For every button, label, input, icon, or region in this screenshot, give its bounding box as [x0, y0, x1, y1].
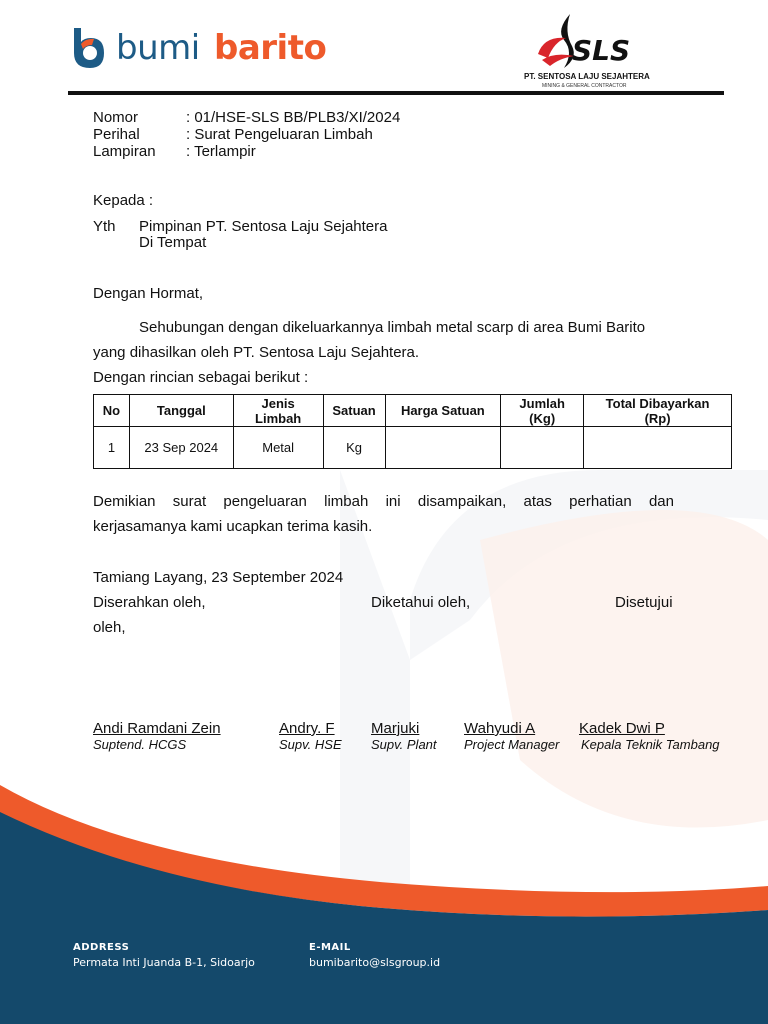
meta-value: : Terlampir — [186, 143, 256, 160]
table-cell: 23 Sep 2024 — [129, 427, 233, 469]
table-cell: Metal — [233, 427, 323, 469]
table-cell — [385, 427, 501, 469]
meta-row-nomor — [93, 109, 400, 126]
diserahkan-label: Diserahkan oleh, — [93, 594, 206, 611]
signatory-name: Andry. F — [279, 720, 335, 737]
table-cell: Kg — [323, 427, 385, 469]
meta-value: : 01/HSE-SLS BB/PLB3/XI/2024 — [186, 109, 401, 126]
meta-row-perihal — [93, 126, 400, 143]
signatory-name: Kadek Dwi P — [579, 720, 665, 737]
meta-value: : Surat Pengeluaran Limbah — [186, 126, 373, 143]
sls-logo — [520, 10, 670, 92]
footer-address-label: ADDRESS — [73, 942, 130, 953]
paragraph-1-line-2: yang dihasilkan oleh PT. Sentosa Laju Sejahtera. — [93, 344, 420, 361]
sls-wordmark: SLS — [572, 34, 631, 67]
column-header: Total Dibayarkan (Rp) — [584, 395, 732, 427]
signatory-title: Suptend. HCGS — [93, 737, 187, 752]
recipient-line1: Pimpinan PT. Sentosa Laju Sejahtera — [139, 218, 388, 235]
place-date: Tamiang Layang, 23 September 2024 — [93, 569, 344, 586]
closing-line-1: Demikian surat pengeluaran limbah ini disampaikan, atas perhatian dan — [93, 493, 674, 510]
recipient-line2: Di Tempat — [139, 234, 207, 251]
signatory-name: Andi Ramdani Zein — [93, 720, 221, 737]
table-cell — [584, 427, 732, 469]
detail-intro: Dengan rincian sebagai berikut : — [93, 369, 309, 386]
signatory-title: Kepala Teknik Tambang — [581, 737, 720, 752]
header-rule — [68, 91, 724, 95]
signatory-title: Supv. Plant — [371, 737, 437, 752]
column-header: No — [94, 395, 130, 427]
bumibarito-b-icon — [70, 26, 108, 70]
table-cell — [501, 427, 584, 469]
signatory-name: Wahyudi A — [464, 720, 536, 737]
signatory-title: Project Manager — [464, 737, 560, 752]
column-header: Jenis Limbah — [233, 395, 323, 427]
brand-barito: barito — [214, 28, 327, 68]
footer-email-value[interactable]: bumibarito@slsgroup.id — [309, 956, 441, 969]
brand-bumi: bumi — [116, 28, 200, 68]
meta-key: Lampiran — [93, 143, 156, 160]
sls-tagline: MINING & GENERAL CONTRACTOR — [542, 83, 627, 89]
column-header: Harga Satuan — [385, 395, 501, 427]
letter-meta — [93, 109, 400, 160]
footer-address-value: Permata Inti Juanda B-1, Sidoarjo — [73, 956, 255, 969]
signatory-title: Supv. HSE — [279, 737, 342, 752]
footer-email-label: E-MAIL — [309, 942, 351, 953]
table-row — [94, 427, 732, 469]
oleh-label: oleh, — [93, 619, 126, 636]
closing-line-2: kerjasamanya kami ucapkan terima kasih. — [93, 518, 373, 535]
column-header: Tanggal — [129, 395, 233, 427]
table-header-row — [94, 395, 732, 427]
disetujui-label: Disetujui — [615, 594, 673, 611]
table-cell: 1 — [94, 427, 130, 469]
meta-key: Nomor — [93, 109, 139, 126]
paragraph-1-line-1: Sehubungan dengan dikeluarkannya limbah metal scarp di area Bumi Barito — [139, 319, 646, 336]
rincian-table — [93, 394, 732, 469]
diketahui-label: Diketahui oleh, — [371, 594, 471, 611]
greeting: Dengan Hormat, — [93, 285, 204, 302]
meta-row-lampiran — [93, 143, 400, 160]
meta-key: Perihal — [93, 126, 140, 143]
column-header: Jumlah (Kg) — [501, 395, 584, 427]
recipient-kepada: Kepada : — [93, 192, 154, 209]
recipient-yth: Yth — [93, 218, 116, 235]
bumibarito-logo — [70, 26, 332, 72]
column-header: Satuan — [323, 395, 385, 427]
sls-company-name: PT. SENTOSA LAJU SEJAHTERA — [524, 72, 650, 81]
signatory-name: Marjuki — [371, 720, 420, 737]
